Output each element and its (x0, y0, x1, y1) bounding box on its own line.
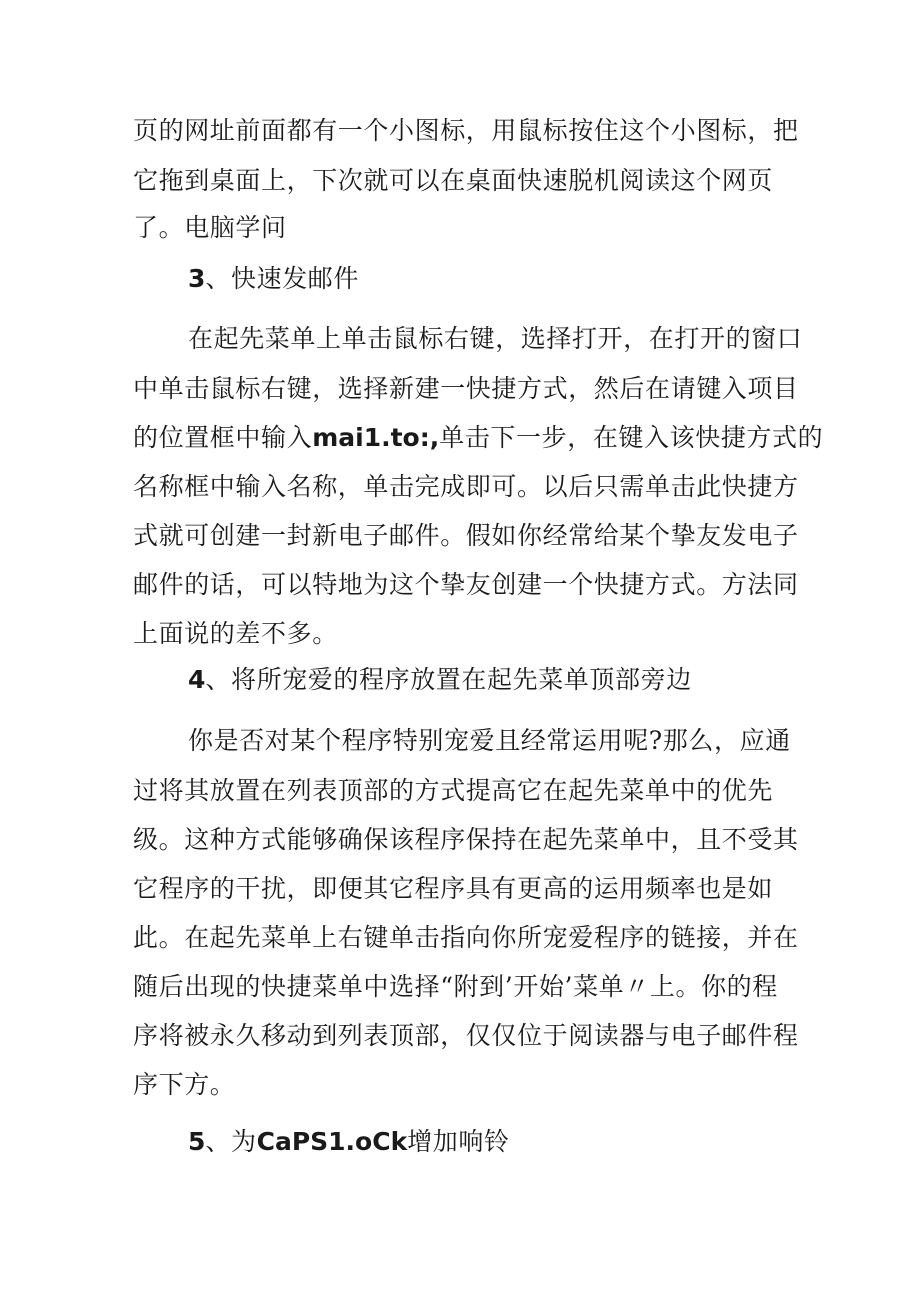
paragraph-line: 页的网址前面都有一个小图标，用鼠标按住这个小图标，把 (133, 116, 799, 145)
paragraph-line: 了。电脑学问 (133, 213, 287, 242)
paragraph-line: 级。这种方式能够确保该程序保持在起先菜单中，且不受其 (133, 825, 799, 854)
capslock-code: CaPS1.oCk (256, 1127, 408, 1156)
paragraph-line: 式就可创建一封新电子邮件。假如你经常给某个挚友发电子 (133, 521, 799, 550)
paragraph-line: 你是否对某个程序特别宠爱且经常运用呢?那么，应通 (188, 726, 791, 755)
section-title: 、将所宠爱的程序放置在起先菜单顶部旁边 (205, 665, 692, 694)
paragraph-line: 此。在起先菜单上右键单击指向你所宠爱程序的链接，并在 (133, 923, 799, 952)
section-title: 、快速发邮件 (205, 264, 360, 293)
section-heading-3 (188, 262, 359, 296)
paragraph-line: 它拖到桌面上，下次就可以在桌面快速脱机阅读这个网页 (133, 166, 774, 195)
paragraph-line: 序下方。 (133, 1070, 236, 1099)
paragraph-line: 它程序的干扰，即便其它程序具有更高的运用频率也是如 (133, 874, 774, 903)
section-number: 5 (188, 1127, 206, 1156)
paragraph-line: 中单击鼠标右键，选择新建一快捷方式，然后在请键入项目 (133, 374, 799, 403)
section-number: 4 (188, 665, 206, 694)
section-number: 3 (188, 264, 206, 293)
section-heading-5 (188, 1125, 510, 1159)
paragraph-line: 随后出现的快捷菜单中选择“附到’开始’菜单〃上。你的程 (133, 972, 778, 1001)
paragraph-line: 名称框中输入名称，单击完成即可。以后只需单击此快捷方 (133, 472, 799, 501)
paragraph-line: 过将其放置在列表顶部的方式提高它在起先菜单中的优先 (133, 776, 774, 805)
paragraph-line: 邮件的话，可以特地为这个挚友创建一个快捷方式。方法同 (133, 570, 799, 599)
text-segment: 单击下一步，在键入该快捷方式的 (439, 423, 824, 452)
paragraph-line (133, 421, 823, 455)
paragraph-line: 上面说的差不多。 (133, 619, 338, 648)
text-segment: 的位置框中输入 (133, 423, 313, 452)
section-title-suffix: 增加响铃 (407, 1127, 510, 1156)
paragraph-line: 序将被永久移动到列表顶部，仅仅位于阅读器与电子邮件程 (133, 1021, 799, 1050)
section-heading-4 (188, 663, 692, 697)
paragraph-line: 在起先菜单上单击鼠标右键，选择打开，在打开的窗口 (188, 324, 803, 353)
section-title-prefix: 、为 (205, 1127, 257, 1156)
mailto-code: mai1.to:, (312, 423, 440, 452)
